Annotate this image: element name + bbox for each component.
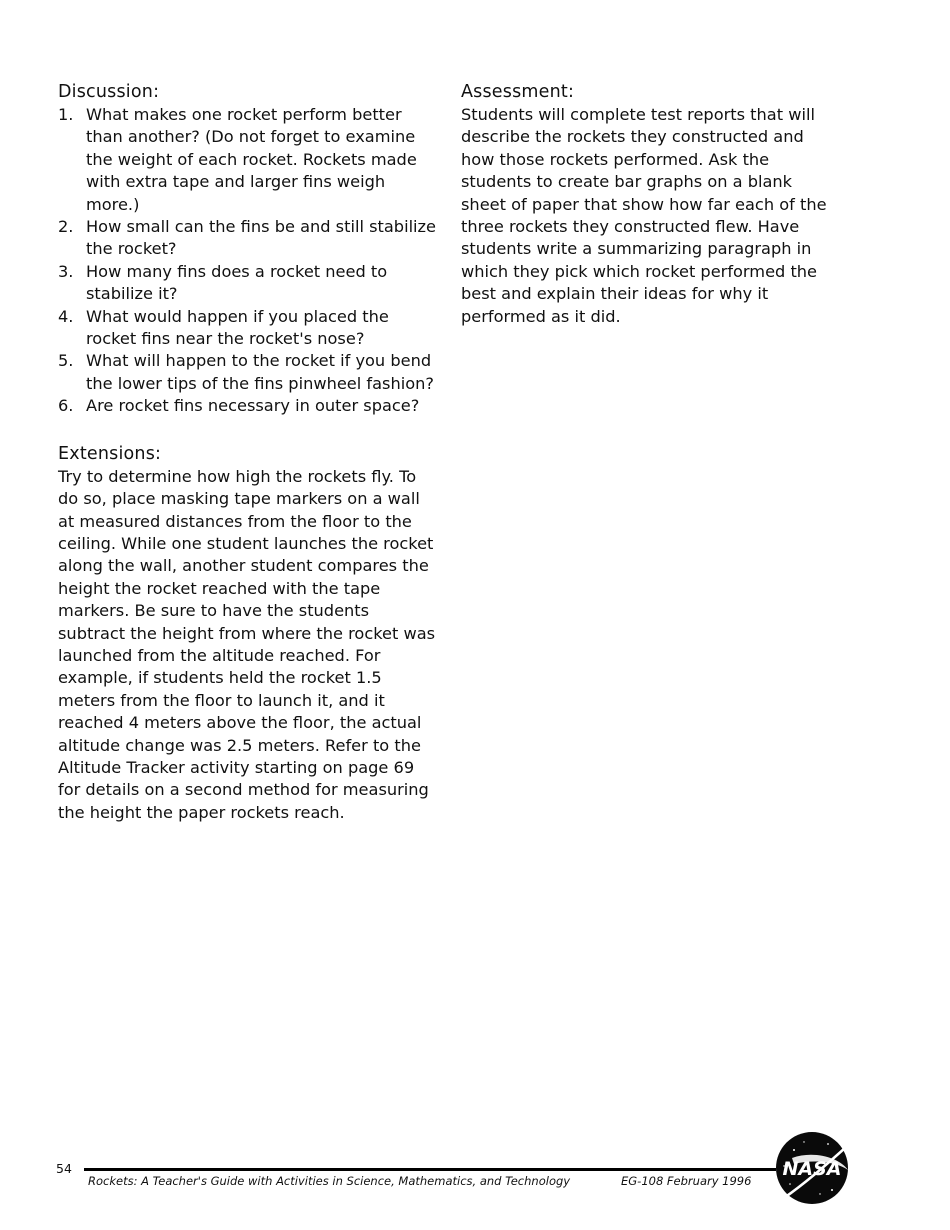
- question-item: [58, 395, 438, 417]
- nasa-logo-text: NASA: [782, 1158, 842, 1180]
- page-number: 54: [56, 1161, 72, 1176]
- question-item: [58, 104, 438, 216]
- question-number: 2.: [58, 217, 74, 237]
- question-item: [58, 261, 438, 306]
- question-number: 3.: [58, 261, 74, 281]
- assessment-section: [461, 80, 836, 328]
- question-text: What will happen to the rocket if you bend the lower tips of the fins pinwheel fashion?: [86, 351, 434, 393]
- question-number: 6.: [58, 396, 74, 416]
- nasa-logo-icon: [770, 1128, 866, 1210]
- discussion-heading: Discussion:: [58, 82, 160, 102]
- footer-publication-code: EG-108 February 1996: [621, 1174, 752, 1188]
- question-number: 1.: [58, 105, 74, 124]
- question-text: What would happen if you placed the rocket fins near the rocket's nose?: [86, 306, 389, 349]
- question-text: How small can the fins be and still stabilize the rocket?: [86, 217, 437, 259]
- question-text: What makes one rocket perform better than another? (Do not forget to examine the weight of each rocket. Rockets made with extra tape and larger fins weigh more.): [86, 105, 417, 214]
- question-text: How many fins does a rocket need to stabilize it?: [86, 261, 388, 304]
- extensions-section: [58, 442, 438, 825]
- assessment-paragraph: Students will complete test reports that will describe the rockets they constructed and how those rockets performed. Ask the students to create bar graphs on a blank sheet of paper that show how far each of the three rockets they constructed flew. Have students write a summarizing paragraph in which they pick which rocket performed the best and explain their ideas for why it performed as it did.: [461, 105, 827, 326]
- section-spacer: [58, 418, 438, 442]
- discussion-question-list: [58, 104, 438, 418]
- extensions-paragraph: Try to determine how high the rockets fly. To do so, place masking tape markers on a wall at measured distances from the floor to the ceiling. While one student launches the rocket along the wall, another student compares the height the rocket reached with the tape markers. Be sure to have the students subtract the height from where the rocket was launched from the altitude reached. For example, if students held the rocket 1.5 meters from the floor to launch it, and it reached 4 meters above the floor, the actual altitude change was 2.5 meters. Refer to the Altitude Tracker activity starting on page 69 for details on a second method for measuring the height the paper rockets reach.: [58, 466, 436, 822]
- discussion-section: [58, 80, 438, 418]
- footer-title: Rockets: A Teacher's Guide with Activities in Science, Mathematics, and Technology: [88, 1174, 571, 1188]
- footer-rule: [84, 1168, 776, 1171]
- right-column: [461, 80, 836, 328]
- question-item: [58, 350, 438, 395]
- extensions-heading: Extensions:: [58, 443, 162, 464]
- question-number: 4.: [58, 306, 74, 326]
- left-column: [58, 80, 438, 824]
- question-item: [58, 306, 438, 351]
- question-item: [58, 216, 438, 261]
- question-text: Are rocket fins necessary in outer space?: [86, 396, 420, 416]
- question-number: 5.: [58, 351, 74, 371]
- assessment-heading: Assessment:: [461, 82, 575, 102]
